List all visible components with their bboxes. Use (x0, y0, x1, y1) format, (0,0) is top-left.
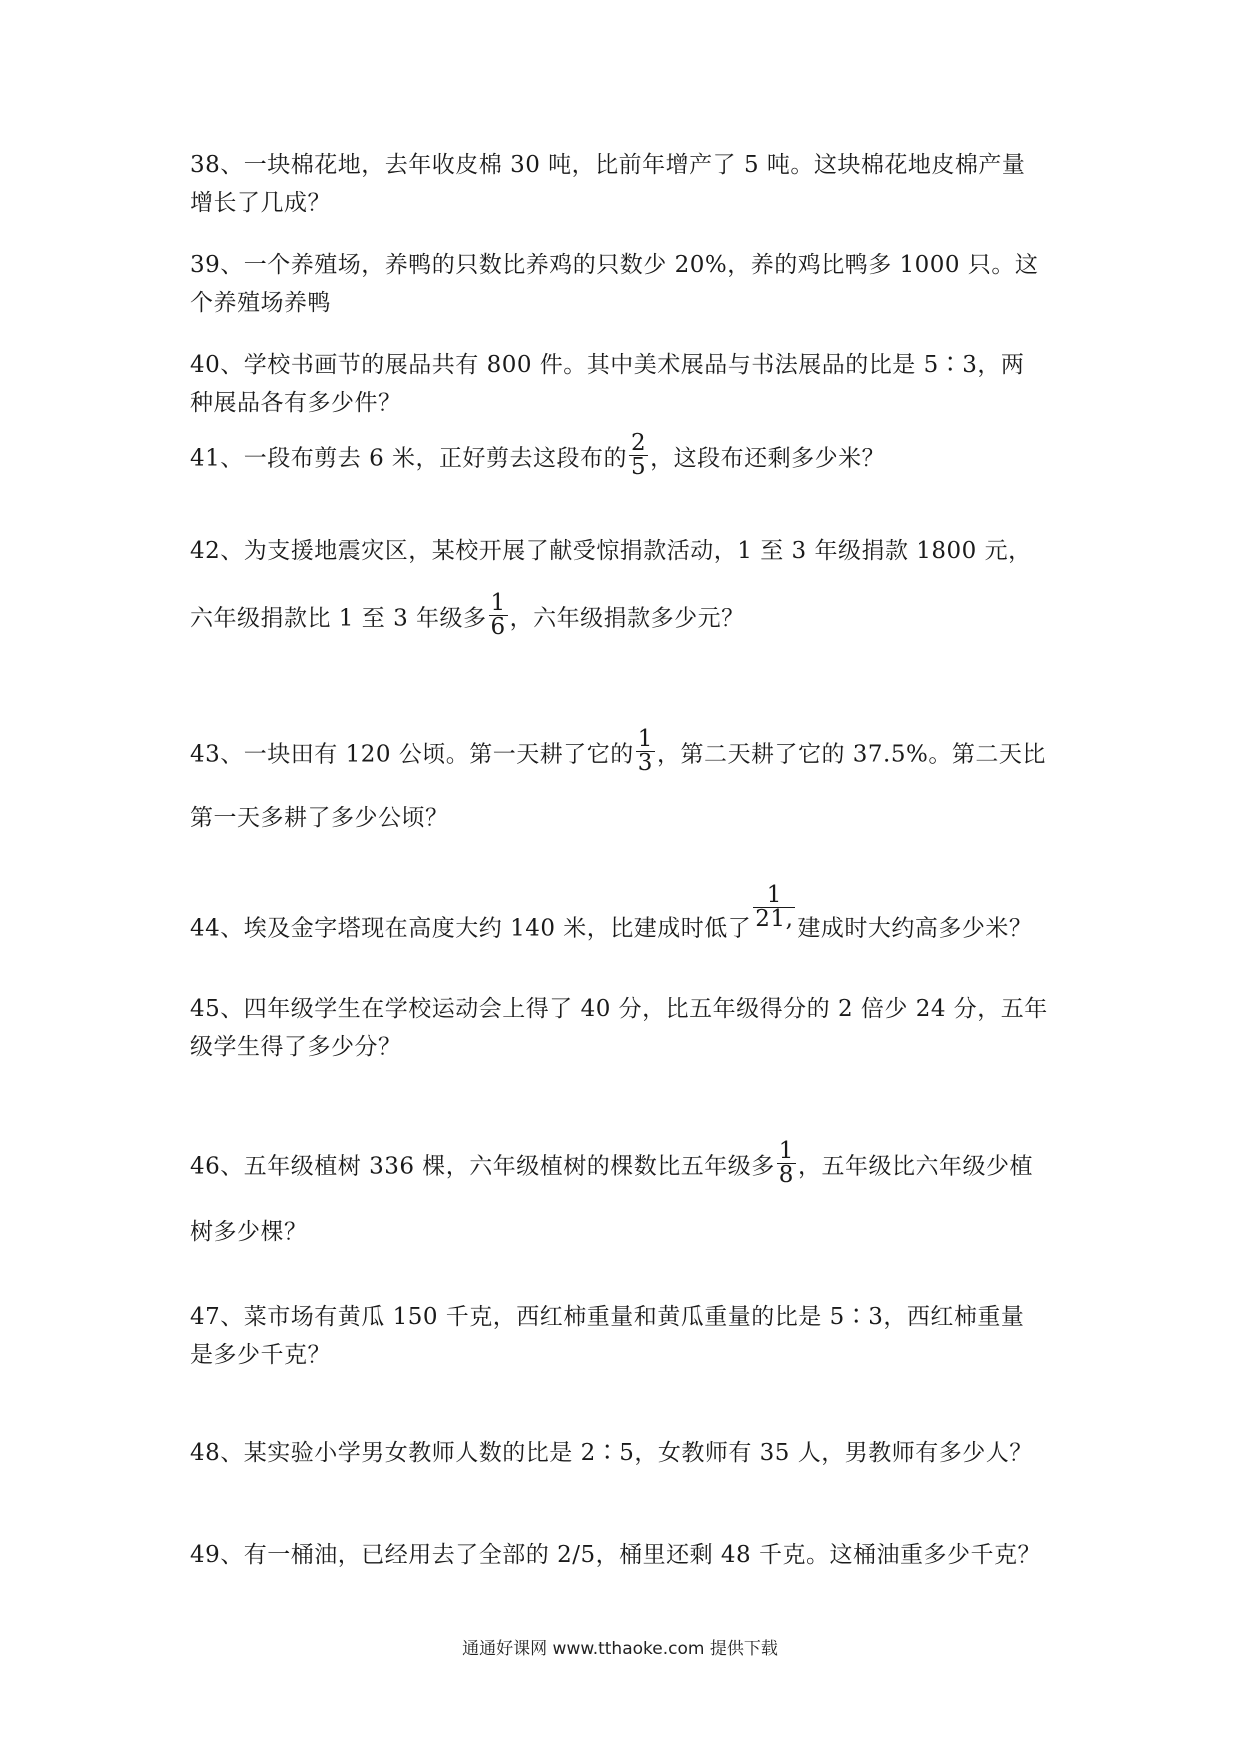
question-41-text-after: ，这段布还剩多少米？ (650, 445, 886, 472)
question-45-line-1: 45、四年级学生在学校运动会上得了 40 分，比五年级得分的 2 倍少 24 分，五年 (190, 996, 1048, 1022)
fraction-denominator: 6 (490, 614, 506, 640)
question-46 (190, 1138, 1060, 1251)
question-47-line-1: 47、菜市场有黄瓜 150 千克，西红柿重量和黄瓜重量的比是 5∶3，西红柿重量 (190, 1304, 1025, 1330)
question-42-line-1: 42、为支援地震灾区，某校开展了献受惊捐款活动，1 至 3 年级捐款 1800 元， (190, 538, 1032, 564)
question-40 (190, 346, 1060, 422)
question-48-line-1: 48、某实验小学男女教师人数的比是 2∶5，女教师有 35 人，男教师有多少人？ (190, 1440, 1033, 1466)
question-46-text-before: 46、五年级植树 336 棵，六年级植树的棵数比五年级多 (190, 1153, 775, 1180)
question-38-line-2: 增长了几成？ (190, 190, 331, 216)
question-41-text-before: 41、一段布剪去 6 米，正好剪去这段布的 (190, 445, 628, 472)
question-39-line-2: 个养殖场养鸭 (190, 290, 331, 316)
question-46-line-2: 树多少棵？ (190, 1219, 308, 1245)
fraction-numerator: 1 (778, 1138, 794, 1164)
question-43-text-after: ，第二天耕了它的 37.5%。第二天比 (656, 741, 1046, 768)
fraction-1-8 (777, 1140, 796, 1187)
question-47 (190, 1298, 1060, 1374)
question-39 (190, 246, 1060, 322)
fraction-2-5 (629, 432, 648, 479)
fraction-1-21 (753, 884, 795, 931)
question-41 (190, 430, 1060, 483)
question-40-line-2: 种展品各有多少件？ (190, 390, 402, 416)
question-43-text-before: 43、一块田有 120 公顷。第一天耕了它的 (190, 741, 634, 768)
fraction-denominator: 8 (778, 1162, 794, 1188)
fraction-denominator: 5 (631, 454, 647, 480)
fraction-denominator: 3 (637, 750, 653, 776)
question-38 (190, 146, 1060, 222)
fraction-numerator: 1 (490, 590, 506, 616)
question-46-text-after: ，五年级比六年级少植 (797, 1153, 1033, 1180)
question-47-line-2: 是多少千克？ (190, 1342, 331, 1368)
question-45-line-2: 级学生得了多少分？ (190, 1034, 402, 1060)
question-49 (190, 1536, 1060, 1574)
question-44 (190, 882, 1060, 953)
fraction-numerator: 1 (637, 726, 653, 752)
question-48 (190, 1434, 1060, 1472)
fraction-numerator: 2 (631, 430, 647, 456)
question-40-line-1: 40、学校书画节的展品共有 800 件。其中美术展品与书法展品的比是 5∶3，两 (190, 352, 1025, 378)
fraction-denominator: 21, (755, 906, 794, 932)
question-42 (190, 532, 1060, 643)
question-45 (190, 990, 1060, 1066)
question-44-text-before: 44、埃及金字塔现在高度大约 140 米，比建成时低了 (190, 915, 752, 942)
question-38-line-1: 38、一块棉花地，去年收皮棉 30 吨，比前年增产了 5 吨。这块棉花地皮棉产量 (190, 152, 1026, 178)
question-39-line-1: 39、一个养殖场，养鸭的只数比养鸡的只数少 20%，养的鸡比鸭多 1000 只。这 (190, 252, 1039, 278)
question-43 (190, 726, 1060, 837)
question-43-line-2: 第一天多耕了多少公顷？ (190, 805, 449, 831)
fraction-1-6 (489, 592, 508, 639)
fraction-numerator: 1 (766, 882, 782, 908)
fraction-1-3 (636, 728, 655, 775)
footer-source-note: 通通好课网 www.tthaoke.com 提供下载 (462, 1639, 778, 1659)
question-49-line-1: 49、有一桶油，已经用去了全部的 2/5，桶里还剩 48 千克。这桶油重多少千克？ (190, 1542, 1041, 1568)
question-42-text-after: ，六年级捐款多少元？ (509, 605, 745, 632)
question-44-text-after: 建成时大约高多少米？ (797, 915, 1033, 942)
question-42-text-before: 六年级捐款比 1 至 3 年级多 (190, 605, 487, 632)
